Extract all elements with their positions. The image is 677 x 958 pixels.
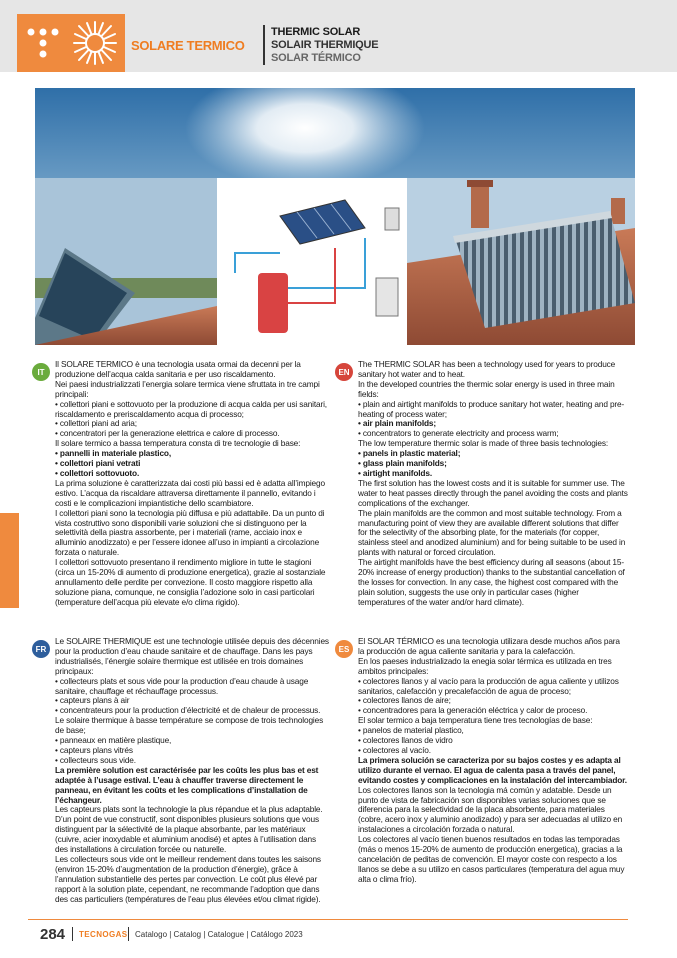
list-item: • plain and airtight manifolds to produce sanitary hot water, heating and pre-heating of process water;	[358, 398, 625, 419]
paragraph: Le solaire thermique à basse température se compose de trois technologies de base;	[55, 715, 324, 736]
list-item: • concentrateurs pour la production d’électricité et de chaleur de processus.	[55, 705, 321, 716]
paragraph: Los colectores llanos son la tecnologia má común y adatable. Desde un punto de vista de fabricación son disponibles varias soluciones que se diferencia para la selectividad de la placa absorbente, para materiales (cobre, acero inox y aluminio anodizado) y para ser adecuadas al utilizo en instalaciones a circolación forzada o natural.	[358, 784, 623, 835]
language-badge-fr: FR	[32, 640, 50, 658]
list-item: • pannelli in materiale plastico,	[55, 448, 171, 459]
title-en: THERMIC SOLAR	[271, 26, 361, 38]
paragraph: Il SOLARE TERMICO è una tecnologia usata ormai da decenni per la produzione dell’acqua calda sanitaria e per uso riscaldamento.	[55, 359, 301, 379]
paragraph: La prima soluzione è caratterizzata dai costi più bassi ed è adatta all’impiego estivo. L’acqua da riscaldare attraversa direttamente il pannello, evitando i costi e le complicazioni impiantistiche dello scambiatore.	[55, 477, 325, 508]
brand-logo: TECNOGAS	[79, 930, 128, 939]
list-item: • glass plain manifolds;	[358, 458, 447, 469]
text-block-fr	[55, 637, 329, 904]
language-badge-en: EN	[335, 363, 353, 381]
footer-divider	[72, 927, 73, 941]
paragraph: Nei paesi industrializzati l’energia solare termica viene sfruttata in tre campi principali:	[55, 378, 320, 399]
paragraph: La première solution est caractérisée par les coûts les plus bas et est adaptée à l’usage estival. L’eau à chauffer traverse directement le panneau, en évitant les coûts et les complications d’installation de l’échangeur.	[55, 764, 319, 805]
paragraph: Les capteurs plats sont la technologie la plus répandue et la plus adaptable. D’un point de vue constructif, sont disponibles plusieurs solutions que vous distinguent par la sélectivité de la plaque absorbante, par les matériaux (cuivre, acier inoxydable et aluminium anodisé) et aptes à l’utilisation dans des installations à circulation forcée ou naturelle.	[55, 804, 323, 855]
paragraph: La primera solución se caracteriza por su bajos costes y es adapta al utilizo durante el vernao. El agua de calenta pasa a través del panel, evitando costes y complicaciones en la instalación del intercambiador.	[358, 754, 627, 785]
paragraph: I collettori sottovuoto presentano il rendimento migliore in tutte le stagioni (circa un 15-20% di aumento di produzione energetica), grazie al sostanziale annullamento delle perdite per convezione. Il costo maggiore rispetto alla soluzione piana, comunque, ne consiglia l’adozione solo in casi particolari (temperature dell’acqua più elevate e/o clima rigido).	[55, 557, 326, 607]
language-badge-es: ES	[335, 640, 353, 658]
text-block-en	[358, 360, 628, 608]
paragraph: The THERMIC SOLAR has been a technology used for years to produce sanitary hot water and to heat.	[358, 359, 616, 379]
section-title: SOLARE TERMICO	[131, 38, 245, 53]
page-number: 284	[40, 926, 66, 943]
paragraph: In the developed countries the thermic solar energy is used in three main fields:	[358, 378, 615, 399]
catalog-label: Catalogo | Catalog | Catalogue | Catálogo 2023	[135, 930, 303, 939]
paragraph: The plain manifolds are the common and most suitable technology. From a manufacturing point of view they are available different solutions that differ for the selectivity of the absorbing plate, for the materials (for copper, stainless steel and anodized aluminium) and for being suitable to be used in plants with natural or forced circulation.	[358, 507, 626, 558]
paragraph: I collettori piani sono la tecnologia più diffusa e più adattabile. Da un punto di vista costruttivo sono disponibili varie soluzioni che si distinguono per la selettività della piastra assorbente, per i materiali (rame, acciaio inox e alluminio anodizzato) e per l’essere idonee all’uso in impianti a circolazione forzata o naturale.	[55, 507, 325, 558]
text-block-it	[55, 360, 329, 608]
list-item: • collettori piani e sottovuoto per la produzione di acqua calda per usi sanitari, riscaldamento e preriscaldamento acqua di processo;	[55, 398, 327, 419]
paragraph: The first solution has the lowest costs and it is suitable for summer use. The water to heat passes directly through the panel avoiding the costs and plants complications of the exchanger.	[358, 477, 628, 508]
list-item: • airtight manifolds.	[358, 467, 432, 478]
paragraph: El solar termico a baja temperatura tiene tres tecnologías de base:	[358, 715, 593, 726]
list-item: • capteurs plans à air	[55, 695, 130, 706]
paragraph: Le SOLAIRE THERMIQUE est une technologie utilisée depuis des décennies pour la production d’eau chaude sanitaire et de chauffage. Dans les pays industrialisés, l’énergie solaire thermique est utilisée en trois domaines principaux:	[55, 636, 329, 676]
list-item: • air plain manifolds;	[358, 418, 436, 429]
paragraph: Los colectores al vacío tienen buenos resultados en todas las temporadas (más o menos 15-20% de aumento de producción energetica), gracias a la cancelación de peditas de convención. El mayor coste con respecto a los llanos se debe a su utilizo en casos particulares (temperatura del agua muy alta o clima frío).	[358, 834, 625, 884]
list-item: • panelos de material plastico,	[358, 725, 464, 736]
list-item: • collettori piani ad aria;	[55, 418, 137, 429]
list-item: • concentratori per la generazione elettrica e calore di processo.	[55, 428, 280, 439]
paragraph: Les collecteurs sous vide ont le meilleur rendement dans toutes les saisons (environ 15-20% d’augmentation de la production d’énergie), grâce à l’annulation substantielle des pertes par convection. Le coût plus élevé par rapport à la solution plate, cependant, ne recommande l’adoption que dans des cas particuliers (températures de l’eau plus élevées et/ou climat rigide).	[55, 853, 321, 904]
header-divider	[263, 25, 265, 65]
sun-icon	[66, 16, 124, 70]
title-es: SOLAR TÉRMICO	[271, 52, 361, 64]
list-item: • collecteurs sous vide.	[55, 754, 136, 765]
side-tab	[0, 513, 19, 608]
list-item: • collettori piani vetrati	[55, 458, 141, 469]
paragraph: The airtight manifolds have the best efficiency during all seasons (about 15-20% increase of energy production) thanks to the substantial cancellation of the losses for convection. In any case, the highest cost compared with the plain solution, suggests the use only in particular cases (higher temperatures of the water and/or hard climate).	[358, 557, 625, 607]
list-item: • colectores llanos y al vacío para la producción de agua caliente y utilizos sanitarios, calefacción y precalefacción de agua de proceso;	[358, 675, 619, 696]
title-fr: SOLAIR THERMIQUE	[271, 39, 379, 51]
list-item: • panels in plastic material;	[358, 448, 461, 459]
footer-divider	[128, 927, 129, 941]
paragraph: En los paeses industrializado la enegia solar térmica es utilizada en tres ambitos principales:	[358, 655, 612, 676]
text-block-es	[358, 637, 628, 885]
language-badge-it: IT	[32, 363, 50, 381]
list-item: • capteurs plans vitrés	[55, 744, 133, 755]
list-item: • concentradores para la generación eléctrica y calor de proceso.	[358, 705, 588, 716]
paragraph: El SOLAR TÉRMICO es una tecnologia utilizara desde muchos años para la producción de agua caliente sanitaria y para la calefacción.	[358, 636, 620, 656]
paragraph: The low temperature thermic solar is made of three basis technologies:	[358, 438, 609, 449]
list-item: • colectores llanos de vidro	[358, 735, 453, 746]
menu-dots-icon	[20, 16, 66, 70]
list-item: • colectores llanos de aire;	[358, 695, 451, 706]
hero-image	[35, 88, 635, 345]
list-item: • collecteurs plats et sous vide pour la production d’eau chaude à usage sanitaire, chauffage et réchauffage processus.	[55, 675, 309, 696]
list-item: • concentrators to generate electricity and process warm;	[358, 428, 559, 439]
list-item: • colectores al vacío.	[358, 744, 431, 755]
paragraph: Il solare termico a bassa temperatura consta di tre tecnologie di base:	[55, 438, 301, 449]
list-item: • collettori sottovuoto.	[55, 467, 140, 478]
footer-rule	[28, 919, 628, 920]
list-item: • panneaux en matière plastique,	[55, 735, 172, 746]
